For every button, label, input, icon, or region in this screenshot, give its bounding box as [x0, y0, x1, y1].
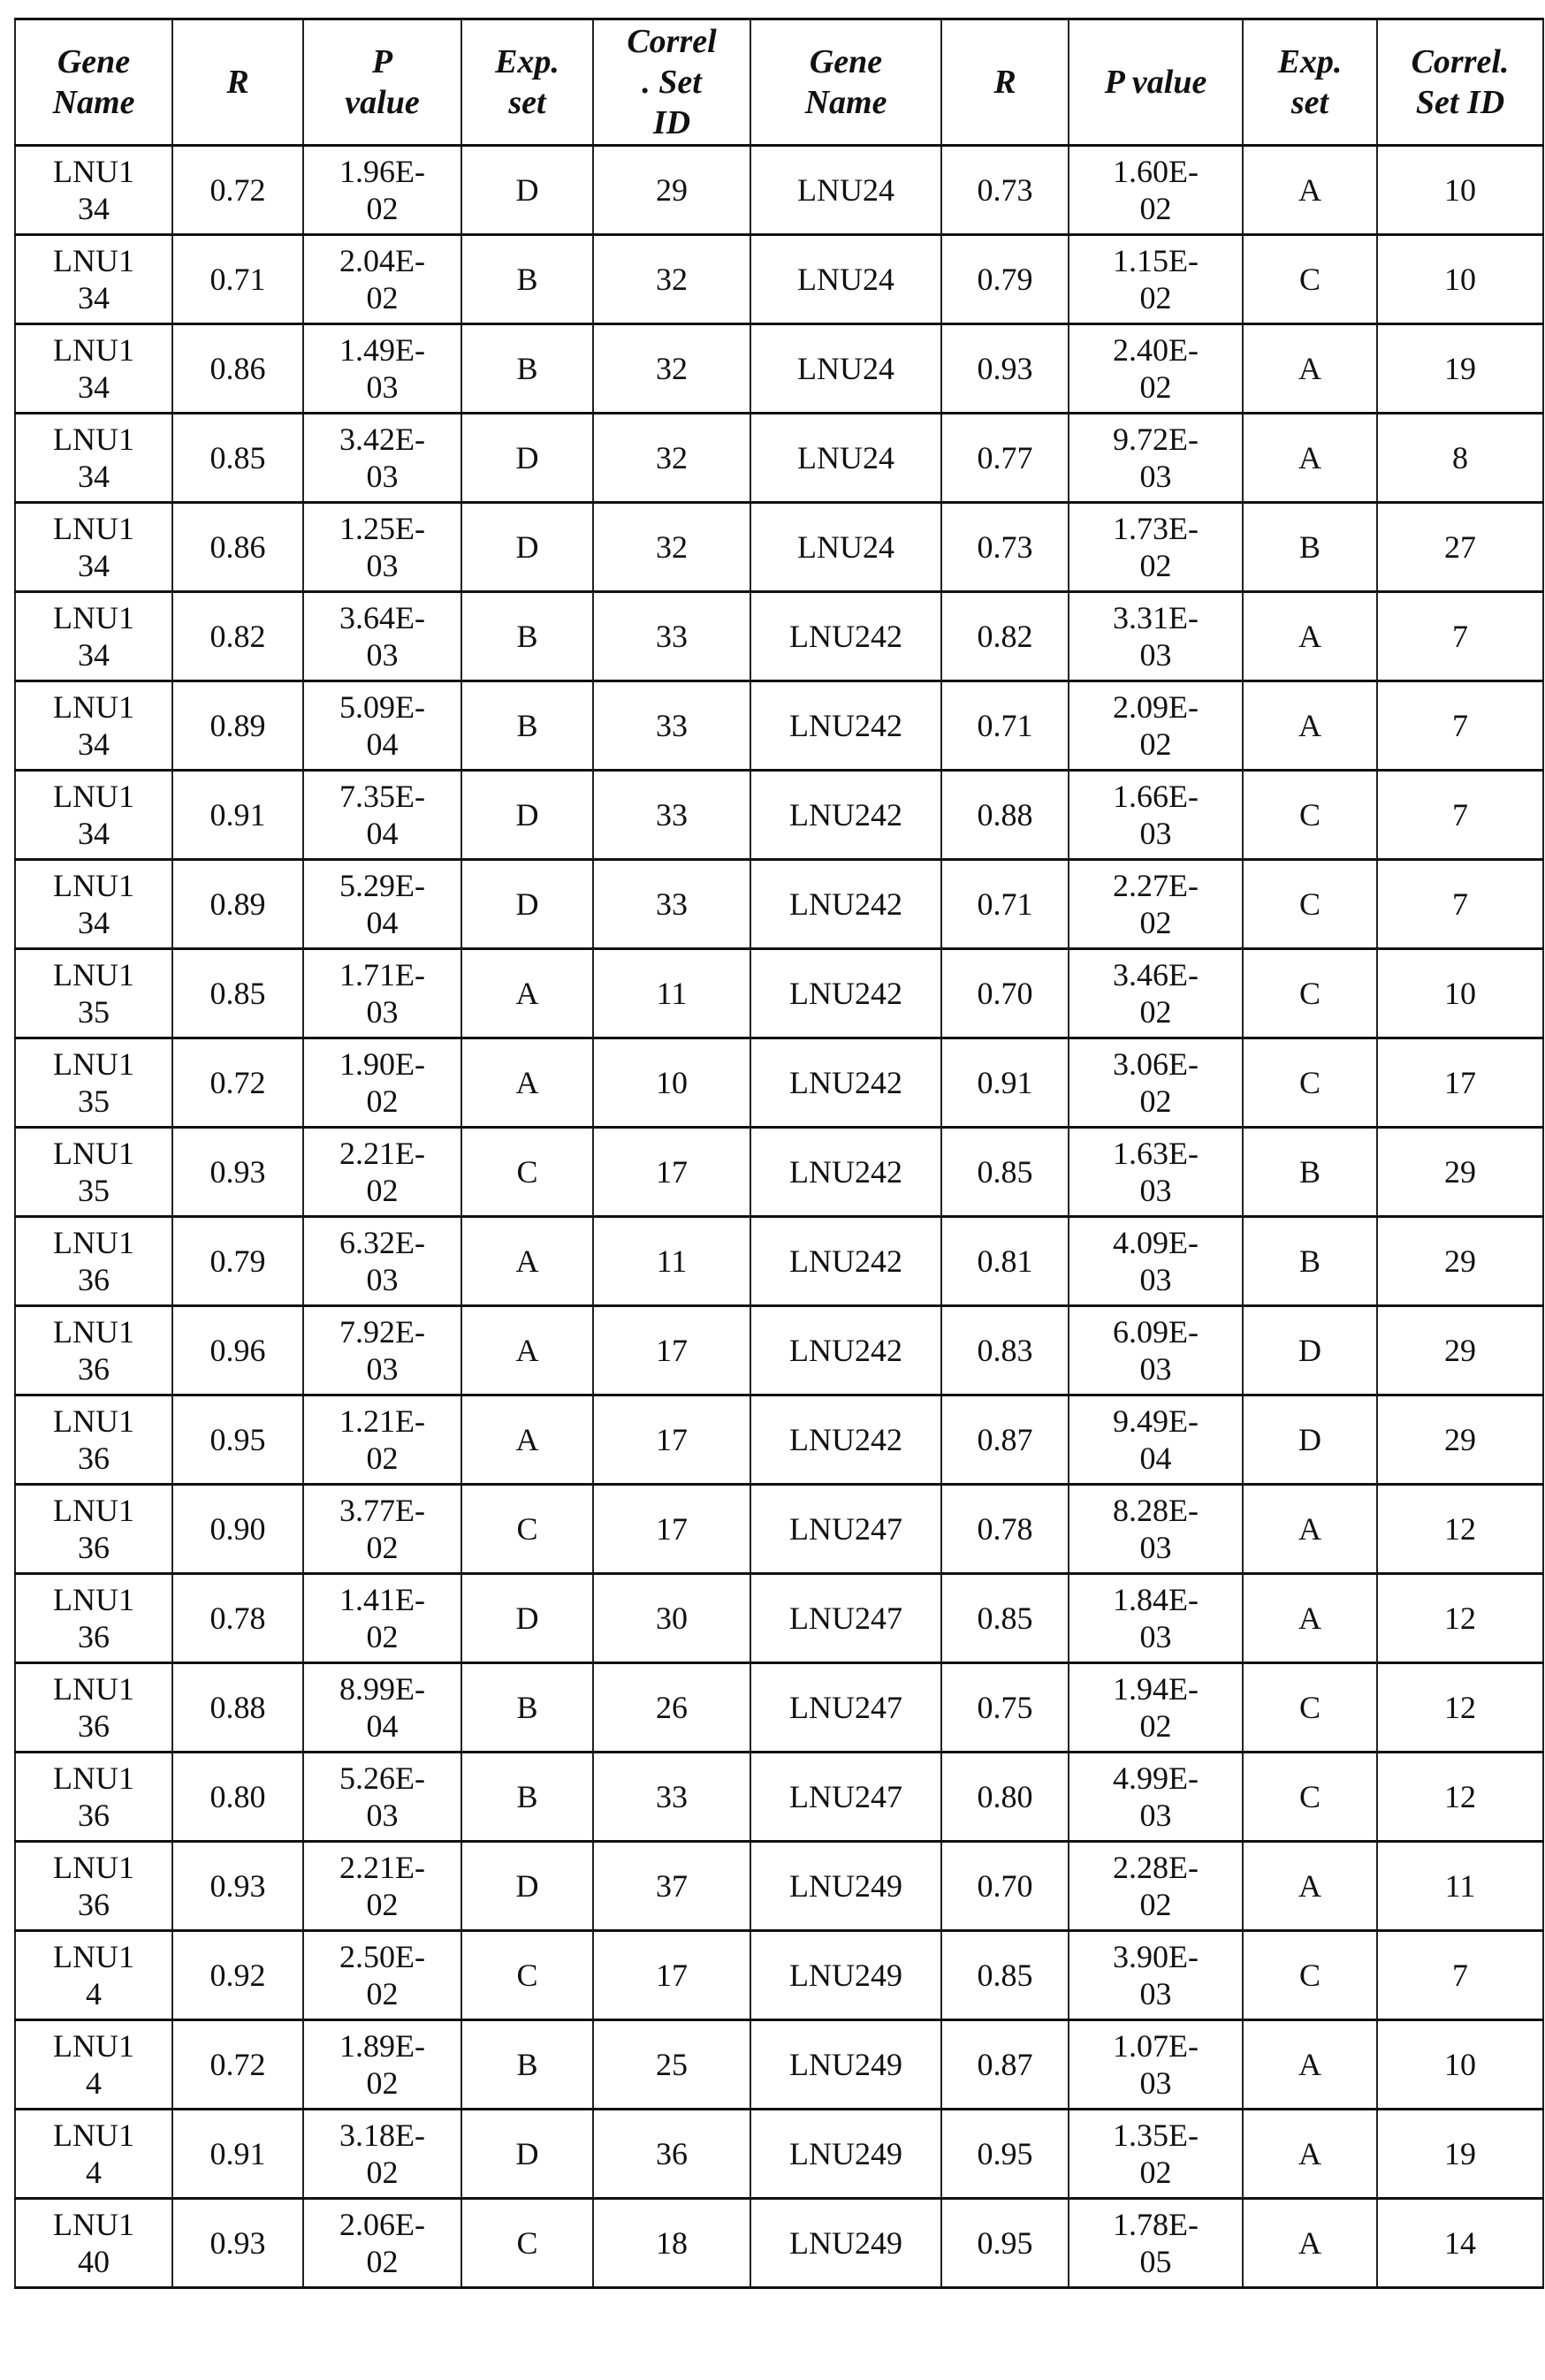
cell-r-value: 0.72 — [172, 146, 303, 235]
cell-exp-set-2: C — [1243, 1038, 1377, 1128]
cell-gene-name-2: LNU249 — [750, 2110, 941, 2199]
cell-correl-set-id-2: 10 — [1377, 949, 1543, 1038]
cell-exp-set: B — [461, 681, 593, 771]
cell-r-value: 0.90 — [172, 1485, 303, 1574]
cell-gene-name: LNU1 34 — [15, 235, 172, 324]
cell-p-value: 2.04E- 02 — [303, 235, 461, 324]
cell-gene-name-2: LNU247 — [750, 1753, 941, 1842]
table-row — [15, 1306, 1543, 1395]
table-row — [15, 324, 1543, 414]
cell-r-value: 0.85 — [172, 414, 303, 503]
cell-correl-set-id: 36 — [593, 2110, 750, 2199]
cell-gene-name: LNU1 35 — [15, 1038, 172, 1128]
cell-p-value: 2.21E- 02 — [303, 1842, 461, 1931]
cell-p-value: 1.90E- 02 — [303, 1038, 461, 1128]
cell-gene-name: LNU1 35 — [15, 949, 172, 1038]
cell-exp-set: A — [461, 1038, 593, 1128]
cell-r-value-2: 0.85 — [941, 1574, 1069, 1663]
cell-p-value-2: 9.49E- 04 — [1069, 1395, 1243, 1485]
cell-gene-name: LNU1 34 — [15, 503, 172, 592]
cell-exp-set: D — [461, 146, 593, 235]
cell-gene-name-2: LNU249 — [750, 1931, 941, 2020]
cell-r-value-2: 0.83 — [941, 1306, 1069, 1395]
cell-correl-set-id-2: 14 — [1377, 2199, 1543, 2288]
cell-exp-set-2: C — [1243, 1753, 1377, 1842]
cell-correl-set-id-2: 10 — [1377, 235, 1543, 324]
cell-gene-name-2: LNU242 — [750, 1128, 941, 1217]
cell-p-value: 1.25E- 03 — [303, 503, 461, 592]
cell-r-value-2: 0.95 — [941, 2110, 1069, 2199]
cell-p-value: 3.77E- 02 — [303, 1485, 461, 1574]
cell-r-value: 0.95 — [172, 1395, 303, 1485]
cell-r-value-2: 0.79 — [941, 235, 1069, 324]
cell-exp-set-2: A — [1243, 2199, 1377, 2288]
cell-correl-set-id: 33 — [593, 771, 750, 860]
cell-p-value-2: 2.40E- 02 — [1069, 324, 1243, 414]
cell-exp-set: B — [461, 1663, 593, 1753]
cell-p-value-2: 1.35E- 02 — [1069, 2110, 1243, 2199]
cell-exp-set: A — [461, 949, 593, 1038]
cell-p-value: 1.41E- 02 — [303, 1574, 461, 1663]
cell-exp-set-2: C — [1243, 771, 1377, 860]
cell-gene-name: LNU1 36 — [15, 1753, 172, 1842]
cell-exp-set: A — [461, 1395, 593, 1485]
table-row — [15, 681, 1543, 771]
table-row — [15, 1485, 1543, 1574]
cell-correl-set-id: 33 — [593, 592, 750, 681]
cell-r-value: 0.79 — [172, 1217, 303, 1306]
table-row — [15, 949, 1543, 1038]
cell-p-value-2: 1.60E- 02 — [1069, 146, 1243, 235]
cell-exp-set-2: D — [1243, 1306, 1377, 1395]
cell-r-value-2: 0.87 — [941, 1395, 1069, 1485]
cell-gene-name-2: LNU24 — [750, 146, 941, 235]
cell-r-value-2: 0.71 — [941, 681, 1069, 771]
cell-gene-name-2: LNU242 — [750, 592, 941, 681]
cell-correl-set-id-2: 7 — [1377, 771, 1543, 860]
cell-r-value: 0.80 — [172, 1753, 303, 1842]
cell-p-value-2: 4.99E- 03 — [1069, 1753, 1243, 1842]
table-row — [15, 503, 1543, 592]
cell-exp-set-2: C — [1243, 860, 1377, 949]
header-r-value: R — [172, 19, 303, 146]
cell-p-value-2: 1.15E- 02 — [1069, 235, 1243, 324]
cell-p-value: 1.96E- 02 — [303, 146, 461, 235]
cell-r-value-2: 0.85 — [941, 1931, 1069, 2020]
cell-correl-set-id-2: 7 — [1377, 860, 1543, 949]
cell-r-value-2: 0.81 — [941, 1217, 1069, 1306]
cell-gene-name-2: LNU249 — [750, 1842, 941, 1931]
cell-r-value-2: 0.73 — [941, 146, 1069, 235]
cell-exp-set: B — [461, 324, 593, 414]
cell-gene-name: LNU1 34 — [15, 771, 172, 860]
table-row — [15, 592, 1543, 681]
cell-correl-set-id-2: 29 — [1377, 1395, 1543, 1485]
cell-gene-name-2: LNU249 — [750, 2199, 941, 2288]
cell-correl-set-id-2: 17 — [1377, 1038, 1543, 1128]
cell-r-value-2: 0.70 — [941, 1842, 1069, 1931]
cell-p-value-2: 8.28E- 03 — [1069, 1485, 1243, 1574]
cell-p-value-2: 1.07E- 03 — [1069, 2020, 1243, 2110]
table-row — [15, 414, 1543, 503]
cell-p-value-2: 1.78E- 05 — [1069, 2199, 1243, 2288]
cell-r-value-2: 0.95 — [941, 2199, 1069, 2288]
cell-exp-set-2: D — [1243, 1395, 1377, 1485]
cell-r-value: 0.93 — [172, 1128, 303, 1217]
cell-exp-set: D — [461, 503, 593, 592]
cell-gene-name-2: LNU24 — [750, 503, 941, 592]
cell-r-value: 0.88 — [172, 1663, 303, 1753]
cell-correl-set-id-2: 7 — [1377, 592, 1543, 681]
cell-correl-set-id-2: 29 — [1377, 1128, 1543, 1217]
cell-exp-set: D — [461, 1574, 593, 1663]
cell-p-value-2: 1.73E- 02 — [1069, 503, 1243, 592]
cell-gene-name-2: LNU242 — [750, 1217, 941, 1306]
table-row — [15, 1395, 1543, 1485]
table-row — [15, 860, 1543, 949]
cell-gene-name-2: LNU242 — [750, 949, 941, 1038]
cell-correl-set-id-2: 7 — [1377, 681, 1543, 771]
table-row — [15, 1217, 1543, 1306]
cell-gene-name: LNU1 34 — [15, 860, 172, 949]
cell-gene-name: LNU1 35 — [15, 1128, 172, 1217]
cell-correl-set-id: 11 — [593, 1217, 750, 1306]
cell-p-value: 7.92E- 03 — [303, 1306, 461, 1395]
cell-r-value: 0.71 — [172, 235, 303, 324]
cell-p-value-2: 3.06E- 02 — [1069, 1038, 1243, 1128]
cell-r-value-2: 0.80 — [941, 1753, 1069, 1842]
cell-correl-set-id: 17 — [593, 1485, 750, 1574]
cell-gene-name-2: LNU24 — [750, 235, 941, 324]
cell-p-value: 2.50E- 02 — [303, 1931, 461, 2020]
cell-gene-name: LNU1 34 — [15, 146, 172, 235]
cell-gene-name: LNU1 36 — [15, 1485, 172, 1574]
header-gene-name-2: Gene Name — [750, 19, 941, 146]
cell-correl-set-id: 29 — [593, 146, 750, 235]
cell-correl-set-id-2: 29 — [1377, 1306, 1543, 1395]
cell-exp-set-2: C — [1243, 1663, 1377, 1753]
cell-gene-name: LNU1 34 — [15, 681, 172, 771]
cell-r-value: 0.82 — [172, 592, 303, 681]
cell-gene-name: LNU1 4 — [15, 2020, 172, 2110]
cell-exp-set-2: A — [1243, 414, 1377, 503]
cell-r-value-2: 0.82 — [941, 592, 1069, 681]
cell-exp-set-2: A — [1243, 592, 1377, 681]
cell-correl-set-id-2: 10 — [1377, 2020, 1543, 2110]
cell-p-value-2: 1.84E- 03 — [1069, 1574, 1243, 1663]
cell-exp-set: B — [461, 1753, 593, 1842]
cell-p-value-2: 9.72E- 03 — [1069, 414, 1243, 503]
cell-exp-set: B — [461, 592, 593, 681]
cell-gene-name-2: LNU242 — [750, 860, 941, 949]
cell-exp-set: D — [461, 860, 593, 949]
cell-correl-set-id-2: 12 — [1377, 1663, 1543, 1753]
cell-r-value-2: 0.71 — [941, 860, 1069, 949]
cell-p-value-2: 1.94E- 02 — [1069, 1663, 1243, 1753]
cell-correl-set-id-2: 27 — [1377, 503, 1543, 592]
cell-exp-set: A — [461, 1217, 593, 1306]
header-exp-set: Exp. set — [461, 19, 593, 146]
cell-correl-set-id-2: 8 — [1377, 414, 1543, 503]
cell-exp-set-2: A — [1243, 1842, 1377, 1931]
cell-r-value-2: 0.75 — [941, 1663, 1069, 1753]
cell-r-value-2: 0.88 — [941, 771, 1069, 860]
table-row — [15, 235, 1543, 324]
cell-r-value: 0.93 — [172, 2199, 303, 2288]
table-row — [15, 2020, 1543, 2110]
cell-r-value: 0.96 — [172, 1306, 303, 1395]
cell-gene-name: LNU1 36 — [15, 1842, 172, 1931]
cell-correl-set-id: 17 — [593, 1306, 750, 1395]
cell-p-value-2: 4.09E- 03 — [1069, 1217, 1243, 1306]
cell-gene-name-2: LNU24 — [750, 324, 941, 414]
cell-exp-set-2: A — [1243, 681, 1377, 771]
cell-gene-name: LNU1 4 — [15, 1931, 172, 2020]
table-row — [15, 1128, 1543, 1217]
cell-exp-set-2: A — [1243, 324, 1377, 414]
cell-r-value: 0.72 — [172, 2020, 303, 2110]
cell-correl-set-id: 17 — [593, 1128, 750, 1217]
cell-p-value-2: 3.46E- 02 — [1069, 949, 1243, 1038]
cell-exp-set: B — [461, 235, 593, 324]
cell-gene-name: LNU1 36 — [15, 1663, 172, 1753]
cell-exp-set-2: A — [1243, 1485, 1377, 1574]
cell-exp-set-2: A — [1243, 2020, 1377, 2110]
cell-p-value: 2.21E- 02 — [303, 1128, 461, 1217]
cell-r-value-2: 0.73 — [941, 503, 1069, 592]
cell-correl-set-id-2: 12 — [1377, 1753, 1543, 1842]
cell-p-value-2: 1.66E- 03 — [1069, 771, 1243, 860]
cell-exp-set-2: C — [1243, 949, 1377, 1038]
table-header — [15, 19, 1543, 146]
cell-exp-set: C — [461, 1485, 593, 1574]
cell-exp-set-2: A — [1243, 1574, 1377, 1663]
cell-correl-set-id-2: 12 — [1377, 1574, 1543, 1663]
cell-correl-set-id-2: 29 — [1377, 1217, 1543, 1306]
header-r-value-2: R — [941, 19, 1069, 146]
cell-correl-set-id-2: 19 — [1377, 2110, 1543, 2199]
cell-correl-set-id: 32 — [593, 324, 750, 414]
cell-correl-set-id: 32 — [593, 503, 750, 592]
cell-p-value: 3.42E- 03 — [303, 414, 461, 503]
cell-r-value: 0.85 — [172, 949, 303, 1038]
cell-correl-set-id-2: 7 — [1377, 1931, 1543, 2020]
cell-p-value: 1.89E- 02 — [303, 2020, 461, 2110]
cell-p-value: 3.18E- 02 — [303, 2110, 461, 2199]
header-correl-set-id-2: Correl. Set ID — [1377, 19, 1543, 146]
header-exp-set-2: Exp. set — [1243, 19, 1377, 146]
cell-p-value: 2.06E- 02 — [303, 2199, 461, 2288]
cell-r-value: 0.89 — [172, 681, 303, 771]
cell-gene-name-2: LNU24 — [750, 414, 941, 503]
cell-exp-set: D — [461, 771, 593, 860]
cell-p-value: 8.99E- 04 — [303, 1663, 461, 1753]
table-row — [15, 1574, 1543, 1663]
cell-r-value: 0.86 — [172, 503, 303, 592]
cell-exp-set: D — [461, 414, 593, 503]
cell-gene-name-2: LNU247 — [750, 1574, 941, 1663]
cell-correl-set-id: 18 — [593, 2199, 750, 2288]
cell-exp-set-2: C — [1243, 1931, 1377, 2020]
cell-r-value: 0.89 — [172, 860, 303, 949]
cell-gene-name: LNU1 34 — [15, 324, 172, 414]
cell-correl-set-id: 30 — [593, 1574, 750, 1663]
cell-exp-set-2: A — [1243, 146, 1377, 235]
cell-r-value: 0.91 — [172, 2110, 303, 2199]
cell-correl-set-id: 33 — [593, 860, 750, 949]
header-p-value: P value — [303, 19, 461, 146]
cell-gene-name: LNU1 36 — [15, 1574, 172, 1663]
cell-exp-set-2: B — [1243, 503, 1377, 592]
cell-r-value: 0.78 — [172, 1574, 303, 1663]
cell-r-value: 0.93 — [172, 1842, 303, 1931]
cell-correl-set-id: 32 — [593, 235, 750, 324]
cell-correl-set-id-2: 19 — [1377, 324, 1543, 414]
cell-r-value-2: 0.87 — [941, 2020, 1069, 2110]
table-row — [15, 1753, 1543, 1842]
correlation-table — [14, 18, 1544, 2289]
cell-exp-set: A — [461, 1306, 593, 1395]
cell-correl-set-id: 26 — [593, 1663, 750, 1753]
cell-gene-name-2: LNU242 — [750, 1306, 941, 1395]
cell-exp-set: D — [461, 1842, 593, 1931]
table-body — [15, 146, 1543, 2288]
cell-p-value: 7.35E- 04 — [303, 771, 461, 860]
cell-exp-set: C — [461, 1128, 593, 1217]
cell-r-value: 0.86 — [172, 324, 303, 414]
cell-p-value-2: 2.09E- 02 — [1069, 681, 1243, 771]
cell-correl-set-id: 17 — [593, 1395, 750, 1485]
cell-p-value: 1.21E- 02 — [303, 1395, 461, 1485]
cell-gene-name: LNU1 34 — [15, 414, 172, 503]
cell-r-value-2: 0.77 — [941, 414, 1069, 503]
cell-gene-name: LNU1 36 — [15, 1306, 172, 1395]
cell-p-value: 5.09E- 04 — [303, 681, 461, 771]
cell-r-value-2: 0.70 — [941, 949, 1069, 1038]
cell-exp-set-2: B — [1243, 1128, 1377, 1217]
cell-p-value-2: 3.90E- 03 — [1069, 1931, 1243, 2020]
cell-gene-name: LNU1 40 — [15, 2199, 172, 2288]
cell-correl-set-id: 10 — [593, 1038, 750, 1128]
table-row — [15, 1038, 1543, 1128]
cell-correl-set-id-2: 10 — [1377, 146, 1543, 235]
table-row — [15, 2110, 1543, 2199]
header-correl-set-id: Correl . Set ID — [593, 19, 750, 146]
cell-gene-name-2: LNU242 — [750, 771, 941, 860]
cell-exp-set-2: C — [1243, 235, 1377, 324]
cell-gene-name: LNU1 34 — [15, 592, 172, 681]
cell-exp-set: C — [461, 1931, 593, 2020]
cell-p-value-2: 6.09E- 03 — [1069, 1306, 1243, 1395]
cell-exp-set: C — [461, 2199, 593, 2288]
cell-r-value: 0.72 — [172, 1038, 303, 1128]
cell-p-value: 1.71E- 03 — [303, 949, 461, 1038]
header-row — [15, 19, 1543, 146]
cell-gene-name: LNU1 36 — [15, 1217, 172, 1306]
header-gene-name: Gene Name — [15, 19, 172, 146]
cell-r-value: 0.92 — [172, 1931, 303, 2020]
table-row — [15, 2199, 1543, 2288]
cell-gene-name-2: LNU242 — [750, 681, 941, 771]
cell-p-value-2: 2.27E- 02 — [1069, 860, 1243, 949]
cell-p-value: 6.32E- 03 — [303, 1217, 461, 1306]
cell-p-value: 1.49E- 03 — [303, 324, 461, 414]
cell-p-value-2: 3.31E- 03 — [1069, 592, 1243, 681]
cell-p-value: 5.26E- 03 — [303, 1753, 461, 1842]
cell-p-value-2: 2.28E- 02 — [1069, 1842, 1243, 1931]
cell-r-value-2: 0.93 — [941, 324, 1069, 414]
table-row — [15, 771, 1543, 860]
cell-r-value-2: 0.78 — [941, 1485, 1069, 1574]
cell-exp-set: D — [461, 2110, 593, 2199]
cell-correl-set-id: 11 — [593, 949, 750, 1038]
cell-r-value: 0.91 — [172, 771, 303, 860]
cell-gene-name-2: LNU247 — [750, 1485, 941, 1574]
table-row — [15, 1842, 1543, 1931]
cell-gene-name-2: LNU249 — [750, 2020, 941, 2110]
cell-gene-name-2: LNU242 — [750, 1395, 941, 1485]
cell-p-value: 3.64E- 03 — [303, 592, 461, 681]
table-row — [15, 146, 1543, 235]
cell-exp-set-2: A — [1243, 2110, 1377, 2199]
cell-exp-set: B — [461, 2020, 593, 2110]
cell-r-value-2: 0.91 — [941, 1038, 1069, 1128]
cell-correl-set-id: 33 — [593, 1753, 750, 1842]
cell-p-value-2: 1.63E- 03 — [1069, 1128, 1243, 1217]
cell-exp-set-2: B — [1243, 1217, 1377, 1306]
header-p-value-2: P value — [1069, 19, 1243, 146]
cell-gene-name: LNU1 36 — [15, 1395, 172, 1485]
cell-gene-name-2: LNU247 — [750, 1663, 941, 1753]
cell-correl-set-id: 32 — [593, 414, 750, 503]
cell-p-value: 5.29E- 04 — [303, 860, 461, 949]
cell-correl-set-id-2: 11 — [1377, 1842, 1543, 1931]
cell-correl-set-id: 37 — [593, 1842, 750, 1931]
cell-gene-name-2: LNU242 — [750, 1038, 941, 1128]
table-row — [15, 1663, 1543, 1753]
cell-correl-set-id-2: 12 — [1377, 1485, 1543, 1574]
table-row — [15, 1931, 1543, 2020]
cell-correl-set-id: 17 — [593, 1931, 750, 2020]
cell-r-value-2: 0.85 — [941, 1128, 1069, 1217]
cell-correl-set-id: 25 — [593, 2020, 750, 2110]
cell-gene-name: LNU1 4 — [15, 2110, 172, 2199]
cell-correl-set-id: 33 — [593, 681, 750, 771]
